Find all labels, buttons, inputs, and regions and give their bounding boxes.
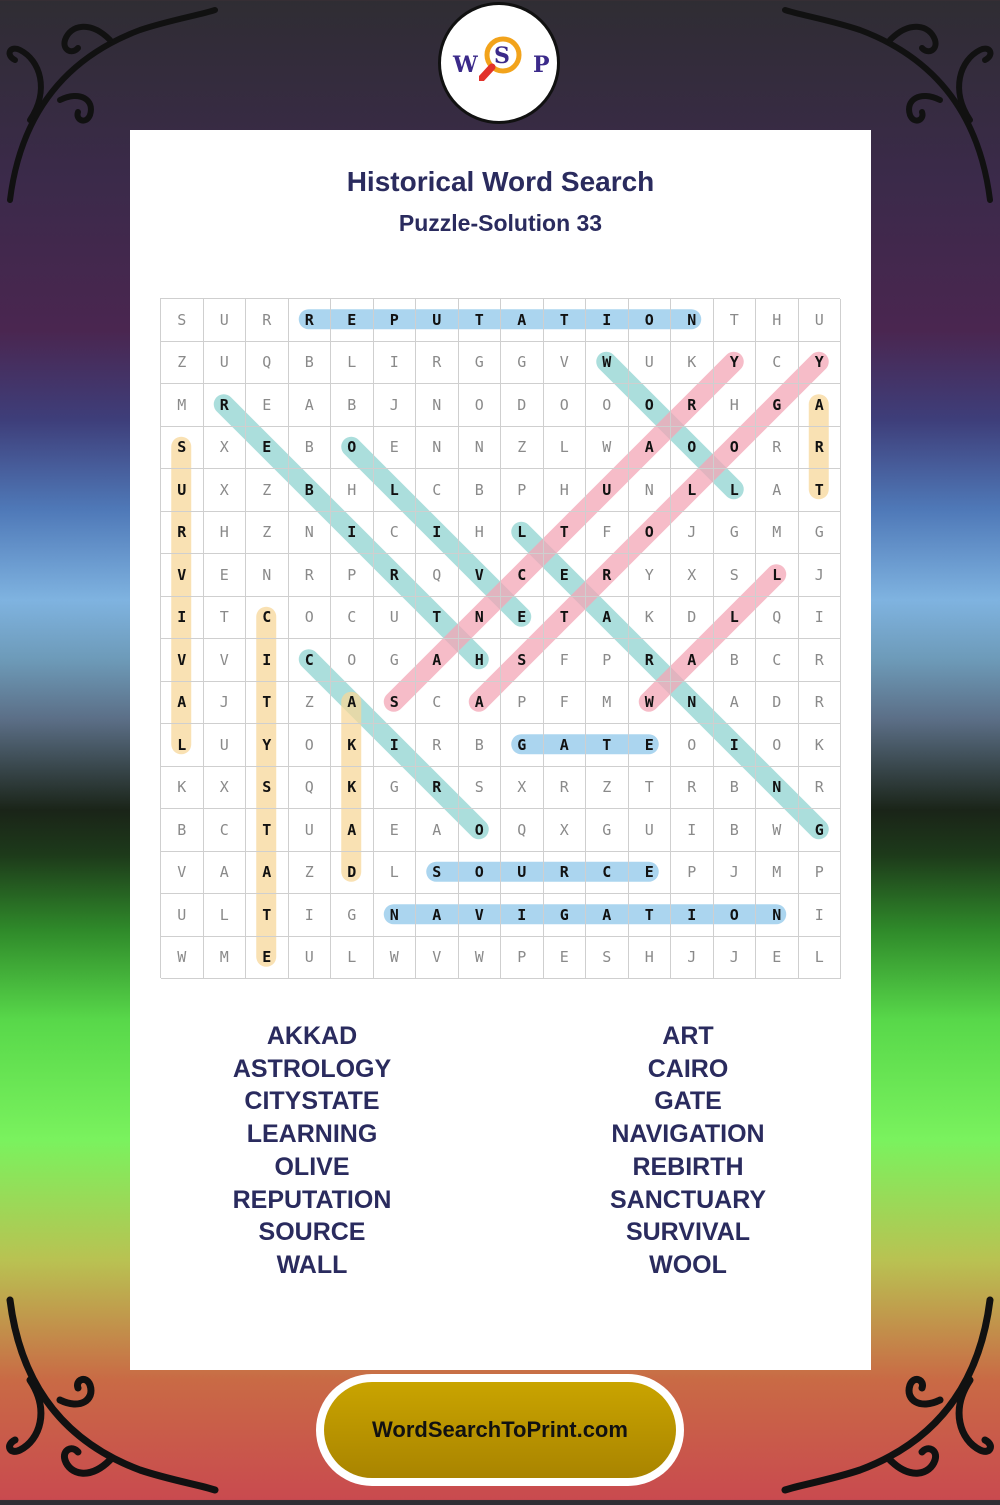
grid-cell: A <box>629 427 672 470</box>
grid-cell: T <box>459 299 502 342</box>
grid-cell: O <box>586 384 629 427</box>
grid-cell: J <box>671 937 714 980</box>
grid-cell: E <box>374 809 417 852</box>
grid-cell: X <box>671 554 714 597</box>
grid-cell: G <box>544 894 587 937</box>
grid-cell: H <box>629 937 672 980</box>
grid-cell: Q <box>501 809 544 852</box>
grid-cell: W <box>586 342 629 385</box>
grid-cell: J <box>714 937 757 980</box>
grid-cell: N <box>459 597 502 640</box>
grid-cell: R <box>671 767 714 810</box>
grid-cell: U <box>416 299 459 342</box>
word-list-item: SOURCE <box>258 1218 366 1247</box>
grid-cell: E <box>246 427 289 470</box>
grid-cell: B <box>289 469 332 512</box>
grid-cell: T <box>246 894 289 937</box>
grid-cell: A <box>204 852 247 895</box>
grid-cell: D <box>331 852 374 895</box>
grid-cell: N <box>756 767 799 810</box>
word-grid <box>160 298 840 978</box>
grid-cell: C <box>374 512 417 555</box>
grid-cell: K <box>629 597 672 640</box>
grid-cell: B <box>714 639 757 682</box>
grid-cell: T <box>246 682 289 725</box>
grid-cell: V <box>161 852 204 895</box>
grid-cell: E <box>501 597 544 640</box>
grid-cell: C <box>331 597 374 640</box>
grid-cell: P <box>374 299 417 342</box>
grid-cell: U <box>289 937 332 980</box>
grid-cell: T <box>586 724 629 767</box>
grid-cell: N <box>756 894 799 937</box>
grid-cell: R <box>416 342 459 385</box>
grid-cell: A <box>586 597 629 640</box>
grid-cell: E <box>204 554 247 597</box>
grid-cell: M <box>586 682 629 725</box>
grid-cell: S <box>161 427 204 470</box>
grid-cell: V <box>459 894 502 937</box>
grid-cell: E <box>374 427 417 470</box>
grid-cell: X <box>204 767 247 810</box>
word-list-item: REPUTATION <box>232 1185 392 1214</box>
grid-cell: E <box>246 937 289 980</box>
puzzle-card <box>130 130 871 1370</box>
grid-cell: S <box>501 639 544 682</box>
grid-cell: R <box>246 299 289 342</box>
grid-cell: I <box>799 894 842 937</box>
grid-cell: N <box>289 512 332 555</box>
grid-cell: C <box>416 682 459 725</box>
grid-cell: B <box>459 469 502 512</box>
grid-cell: C <box>246 597 289 640</box>
word-list-item: REBIRTH <box>632 1152 744 1181</box>
grid-cell: Z <box>161 342 204 385</box>
grid-cell: A <box>586 894 629 937</box>
word-list-item: WOOL <box>649 1250 727 1279</box>
grid-cell: I <box>161 597 204 640</box>
grid-cell: N <box>374 894 417 937</box>
grid-cell: V <box>204 639 247 682</box>
grid-cell: R <box>161 512 204 555</box>
grid-cell: L <box>714 469 757 512</box>
grid-cell: V <box>459 554 502 597</box>
grid-cell: U <box>799 299 842 342</box>
grid-cell: G <box>501 724 544 767</box>
grid-cell: U <box>289 809 332 852</box>
grid-cell: U <box>586 469 629 512</box>
grid-cell: T <box>544 597 587 640</box>
grid-cell: N <box>671 299 714 342</box>
grid-cell: U <box>501 852 544 895</box>
grid-cell: D <box>671 597 714 640</box>
word-list-item: AKKAD <box>266 1022 358 1050</box>
grid-cell: P <box>501 682 544 725</box>
grid-cell: E <box>629 852 672 895</box>
grid-cell: Y <box>246 724 289 767</box>
grid-cell: L <box>799 937 842 980</box>
grid-cell: M <box>204 937 247 980</box>
grid-cell: T <box>204 597 247 640</box>
grid-cell: B <box>289 427 332 470</box>
grid-cell: F <box>544 682 587 725</box>
grid-cell: A <box>714 682 757 725</box>
grid-cell: R <box>799 427 842 470</box>
grid-cell: I <box>331 512 374 555</box>
grid-cell: A <box>799 384 842 427</box>
grid-cell: L <box>374 852 417 895</box>
grid-cell: H <box>459 639 502 682</box>
grid-cell: L <box>544 427 587 470</box>
grid-cell: O <box>459 384 502 427</box>
grid-cell: R <box>799 682 842 725</box>
site-link-button[interactable] <box>316 1374 684 1486</box>
grid-cell: A <box>416 639 459 682</box>
grid-cell: E <box>629 724 672 767</box>
grid-cell: G <box>501 342 544 385</box>
grid-cell: O <box>459 852 502 895</box>
grid-cell: O <box>714 894 757 937</box>
word-list-left <box>162 1020 462 1282</box>
page-subtitle: Puzzle-Solution 33 <box>398 210 603 236</box>
grid-cell: L <box>671 469 714 512</box>
grid-cell: R <box>629 639 672 682</box>
grid-cell: D <box>501 384 544 427</box>
grid-cell: A <box>331 809 374 852</box>
grid-cell: T <box>629 894 672 937</box>
grid-cell: E <box>331 299 374 342</box>
grid-cell: U <box>161 894 204 937</box>
grid-cell: X <box>204 469 247 512</box>
grid-cell: U <box>204 299 247 342</box>
grid-cell: Y <box>799 342 842 385</box>
grid-cell: L <box>714 597 757 640</box>
grid-cell: U <box>204 724 247 767</box>
grid-cell: R <box>799 639 842 682</box>
grid-cell: C <box>416 469 459 512</box>
grid-cell: O <box>331 639 374 682</box>
grid-cell: M <box>756 852 799 895</box>
site-logo[interactable] <box>438 2 560 124</box>
grid-cell: L <box>161 724 204 767</box>
grid-cell: R <box>799 767 842 810</box>
grid-cell: R <box>416 767 459 810</box>
grid-cell: S <box>374 682 417 725</box>
grid-cell: W <box>756 809 799 852</box>
grid-cell: A <box>544 724 587 767</box>
grid-cell: R <box>544 767 587 810</box>
page-title: Historical Word Search <box>346 166 655 197</box>
grid-cell: S <box>246 767 289 810</box>
grid-cell: O <box>629 384 672 427</box>
grid-cell: N <box>246 554 289 597</box>
grid-cell: A <box>501 299 544 342</box>
grid-cell: C <box>289 639 332 682</box>
grid-cell: G <box>459 342 502 385</box>
grid-cell: R <box>756 427 799 470</box>
grid-cell: N <box>459 427 502 470</box>
grid-cell: L <box>331 937 374 980</box>
grid-cell: C <box>756 342 799 385</box>
grid-cell: B <box>714 809 757 852</box>
grid-cell: X <box>544 809 587 852</box>
grid-cell: G <box>374 767 417 810</box>
grid-cell: E <box>544 937 587 980</box>
grid-cell: I <box>416 512 459 555</box>
grid-cell: L <box>331 342 374 385</box>
grid-cell: R <box>544 852 587 895</box>
grid-cell: Z <box>289 682 332 725</box>
word-list-item: CITYSTATE <box>244 1087 380 1116</box>
grid-cell: G <box>799 512 842 555</box>
word-list-right <box>538 1020 838 1282</box>
grid-cell: C <box>501 554 544 597</box>
grid-cell: E <box>246 384 289 427</box>
grid-cell: O <box>629 512 672 555</box>
grid-cell: J <box>799 554 842 597</box>
grid-cell: K <box>331 767 374 810</box>
grid-cell: J <box>671 512 714 555</box>
word-list-item: LEARNING <box>246 1120 378 1149</box>
word-list-item: CAIRO <box>647 1054 729 1083</box>
grid-cell: B <box>289 342 332 385</box>
grid-cell: S <box>161 299 204 342</box>
grid-cell: J <box>204 682 247 725</box>
grid-cell: W <box>586 427 629 470</box>
grid-cell: O <box>459 809 502 852</box>
word-list-item: SURVIVAL <box>625 1218 751 1247</box>
grid-cell: E <box>544 554 587 597</box>
grid-cell: G <box>586 809 629 852</box>
grid-cell: P <box>501 937 544 980</box>
grid-cell: T <box>714 299 757 342</box>
grid-cell: N <box>629 469 672 512</box>
grid-cell: A <box>289 384 332 427</box>
grid-cell: H <box>204 512 247 555</box>
grid-cell: L <box>374 469 417 512</box>
grid-cell: P <box>501 469 544 512</box>
grid-cell: S <box>459 767 502 810</box>
grid-cell: O <box>544 384 587 427</box>
grid-cell: L <box>501 512 544 555</box>
grid-cell: I <box>586 299 629 342</box>
letter-cells <box>160 298 840 978</box>
grid-cell: P <box>331 554 374 597</box>
grid-cell: K <box>671 342 714 385</box>
grid-cell: T <box>416 597 459 640</box>
grid-cell: I <box>671 809 714 852</box>
grid-cell: K <box>161 767 204 810</box>
site-link-label: WordSearchToPrint.com <box>324 1382 676 1478</box>
grid-cell: V <box>161 554 204 597</box>
grid-cell: A <box>416 894 459 937</box>
grid-cell: A <box>459 682 502 725</box>
logo-letter-w: W <box>453 52 478 78</box>
grid-cell: M <box>756 512 799 555</box>
grid-cell: R <box>586 554 629 597</box>
grid-cell: Z <box>501 427 544 470</box>
grid-cell: T <box>799 469 842 512</box>
grid-cell: H <box>714 384 757 427</box>
grid-cell: O <box>671 724 714 767</box>
grid-cell: Z <box>246 469 289 512</box>
grid-cell: V <box>544 342 587 385</box>
grid-cell: R <box>204 384 247 427</box>
grid-cell: T <box>629 767 672 810</box>
grid-cell: I <box>246 639 289 682</box>
grid-cell: A <box>161 682 204 725</box>
grid-cell: P <box>799 852 842 895</box>
grid-cell: U <box>629 342 672 385</box>
grid-cell: R <box>374 554 417 597</box>
grid-cell: W <box>374 937 417 980</box>
grid-cell: C <box>204 809 247 852</box>
grid-cell: S <box>714 554 757 597</box>
grid-cell: X <box>501 767 544 810</box>
grid-cell: S <box>416 852 459 895</box>
grid-cell: H <box>331 469 374 512</box>
grid-cell: B <box>161 809 204 852</box>
grid-cell: O <box>629 299 672 342</box>
grid-cell: G <box>799 809 842 852</box>
grid-cell: A <box>756 469 799 512</box>
grid-cell: S <box>586 937 629 980</box>
grid-cell: C <box>756 639 799 682</box>
word-list-item: WALL <box>276 1250 348 1279</box>
word-list-item: NAVIGATION <box>611 1120 765 1149</box>
grid-cell: G <box>331 894 374 937</box>
grid-cell: V <box>161 639 204 682</box>
grid-cell: V <box>416 937 459 980</box>
grid-cell: G <box>374 639 417 682</box>
grid-cell: A <box>416 809 459 852</box>
grid-cell: I <box>374 724 417 767</box>
grid-cell: O <box>714 427 757 470</box>
grid-cell: L <box>756 554 799 597</box>
grid-cell: U <box>161 469 204 512</box>
logo-letter-s: S <box>494 43 510 69</box>
grid-cell: C <box>586 852 629 895</box>
grid-cell: F <box>544 639 587 682</box>
grid-cell: U <box>374 597 417 640</box>
grid-cell: Y <box>629 554 672 597</box>
grid-cell: J <box>374 384 417 427</box>
grid-cell: A <box>331 682 374 725</box>
grid-cell: H <box>459 512 502 555</box>
grid-cell: W <box>161 937 204 980</box>
grid-cell: H <box>544 469 587 512</box>
grid-cell: J <box>714 852 757 895</box>
grid-cell: K <box>799 724 842 767</box>
grid-cell: B <box>459 724 502 767</box>
grid-cell: O <box>289 597 332 640</box>
grid-cell: N <box>416 384 459 427</box>
grid-cell: G <box>714 512 757 555</box>
grid-cell: N <box>416 427 459 470</box>
grid-cell: B <box>714 767 757 810</box>
grid-cell: I <box>799 597 842 640</box>
word-list-item: ASTROLOGY <box>232 1054 392 1083</box>
grid-cell: T <box>246 809 289 852</box>
grid-cell: P <box>671 852 714 895</box>
grid-cell: B <box>331 384 374 427</box>
grid-cell: W <box>629 682 672 725</box>
grid-cell: I <box>374 342 417 385</box>
grid-cell: Q <box>246 342 289 385</box>
grid-cell: O <box>671 427 714 470</box>
grid-cell: Q <box>756 597 799 640</box>
word-list-item: SANCTUARY <box>609 1185 767 1214</box>
grid-cell: M <box>161 384 204 427</box>
grid-cell: Z <box>586 767 629 810</box>
grid-cell: W <box>459 937 502 980</box>
grid-cell: R <box>289 554 332 597</box>
grid-cell: R <box>671 384 714 427</box>
word-list-item: GATE <box>654 1087 722 1116</box>
grid-cell: T <box>544 512 587 555</box>
grid-cell: F <box>586 512 629 555</box>
grid-cell: R <box>416 724 459 767</box>
grid-cell: A <box>671 639 714 682</box>
grid-cell: Q <box>416 554 459 597</box>
grid-cell: A <box>246 852 289 895</box>
grid-cell: X <box>204 427 247 470</box>
grid-cell: N <box>671 682 714 725</box>
grid-cell: H <box>756 299 799 342</box>
logo-letter-p: P <box>533 52 550 78</box>
grid-cell: G <box>756 384 799 427</box>
grid-cell: U <box>204 342 247 385</box>
grid-cell: D <box>756 682 799 725</box>
word-list-item: ART <box>662 1022 714 1050</box>
grid-cell: U <box>629 809 672 852</box>
grid-cell: I <box>714 724 757 767</box>
grid-cell: Z <box>289 852 332 895</box>
grid-cell: O <box>756 724 799 767</box>
grid-cell: P <box>586 639 629 682</box>
grid-cell: L <box>204 894 247 937</box>
grid-cell: Z <box>246 512 289 555</box>
grid-cell: R <box>289 299 332 342</box>
grid-cell: Y <box>714 342 757 385</box>
grid-cell: T <box>544 299 587 342</box>
grid-cell: I <box>501 894 544 937</box>
grid-cell: I <box>671 894 714 937</box>
grid-cell: E <box>756 937 799 980</box>
grid-cell: I <box>289 894 332 937</box>
grid-cell: O <box>331 427 374 470</box>
word-list-item: OLIVE <box>274 1152 350 1181</box>
grid-cell: O <box>289 724 332 767</box>
grid-cell: Q <box>289 767 332 810</box>
grid-cell: K <box>331 724 374 767</box>
